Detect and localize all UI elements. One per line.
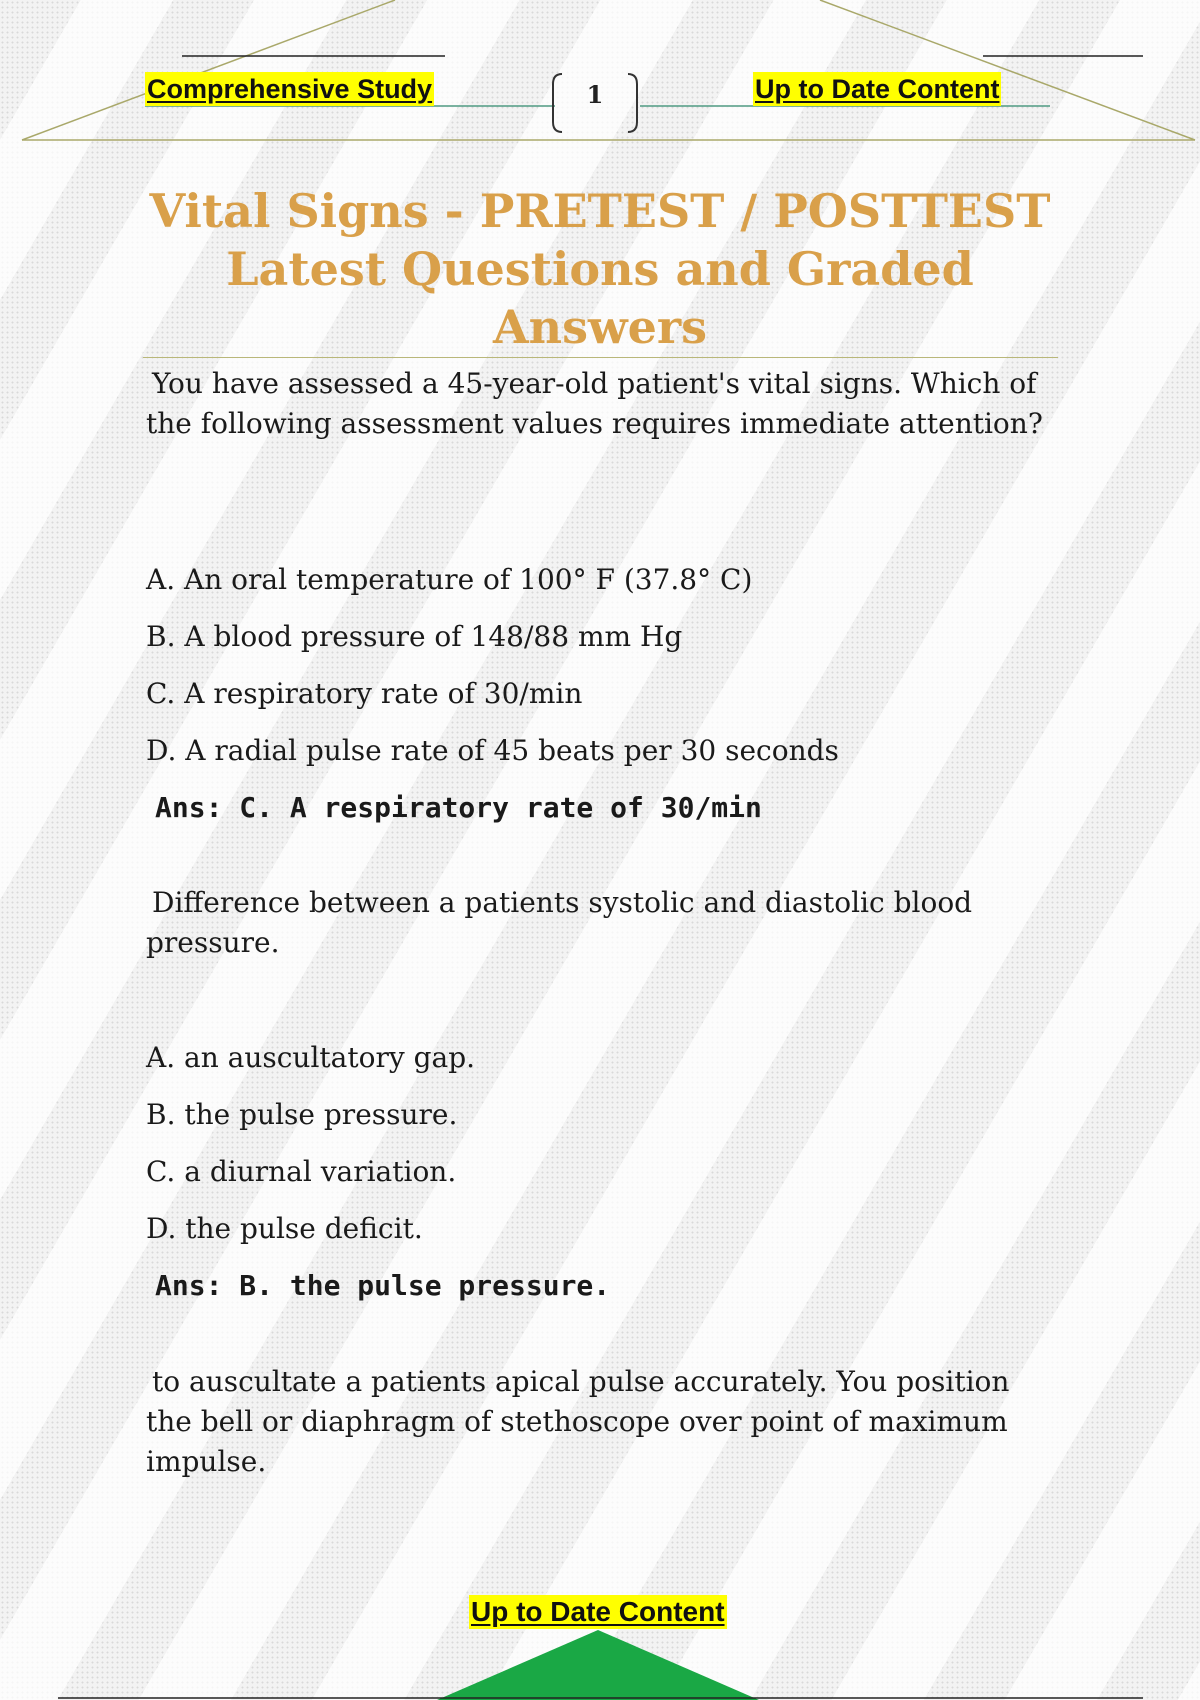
question-3-text: to auscultate a patients apical pulse accurately. You position the bell or diaphragm of stethoscope over point of maximum impulse. <box>146 1365 1010 1478</box>
header-right-label: Up to Date Content <box>755 74 1000 104</box>
footer-decoration <box>0 1620 1200 1700</box>
header-left-label: Comprehensive Study <box>147 74 433 104</box>
question-1-text: You have assessed a 45-year-old patient's vital signs. Which of the following assessment values requires immediate attention? <box>146 367 1043 440</box>
question-2-option-c: C. a diurnal variation. <box>146 1155 457 1188</box>
title-divider <box>143 357 1058 358</box>
question-1-option-c: C. A respiratory rate of 30/min <box>146 677 583 710</box>
question-1-option-a: A. An oral temperature of 100° F (37.8° C) <box>146 563 753 596</box>
footer-label: Up to Date Content <box>471 1596 725 1627</box>
question-2-option-b: B. the pulse pressure. <box>146 1098 458 1131</box>
question-1-option-b: B. A blood pressure of 148/88 mm Hg <box>146 620 683 653</box>
question-1-answer: Ans: C. A respiratory rate of 30/min <box>155 791 762 824</box>
question-2-option-d: D. the pulse deficit. <box>146 1212 423 1245</box>
question-2-answer: Ans: B. the pulse pressure. <box>155 1269 611 1302</box>
document-title <box>130 182 1070 356</box>
question-2-text: Difference between a patients systolic and diastolic blood pressure. <box>146 886 973 959</box>
question-2-option-a: A. an auscultatory gap. <box>146 1041 476 1074</box>
page-number: 1 <box>586 80 604 109</box>
title-line-2: Latest Questions and Graded <box>226 242 974 296</box>
question-1-option-d: D. A radial pulse rate of 45 beats per 30 seconds <box>146 734 839 767</box>
title-line-3: Answers <box>492 300 708 354</box>
title-line-1: Vital Signs - PRETEST / POSTTEST <box>149 184 1051 238</box>
footer-triangle <box>437 1630 759 1700</box>
